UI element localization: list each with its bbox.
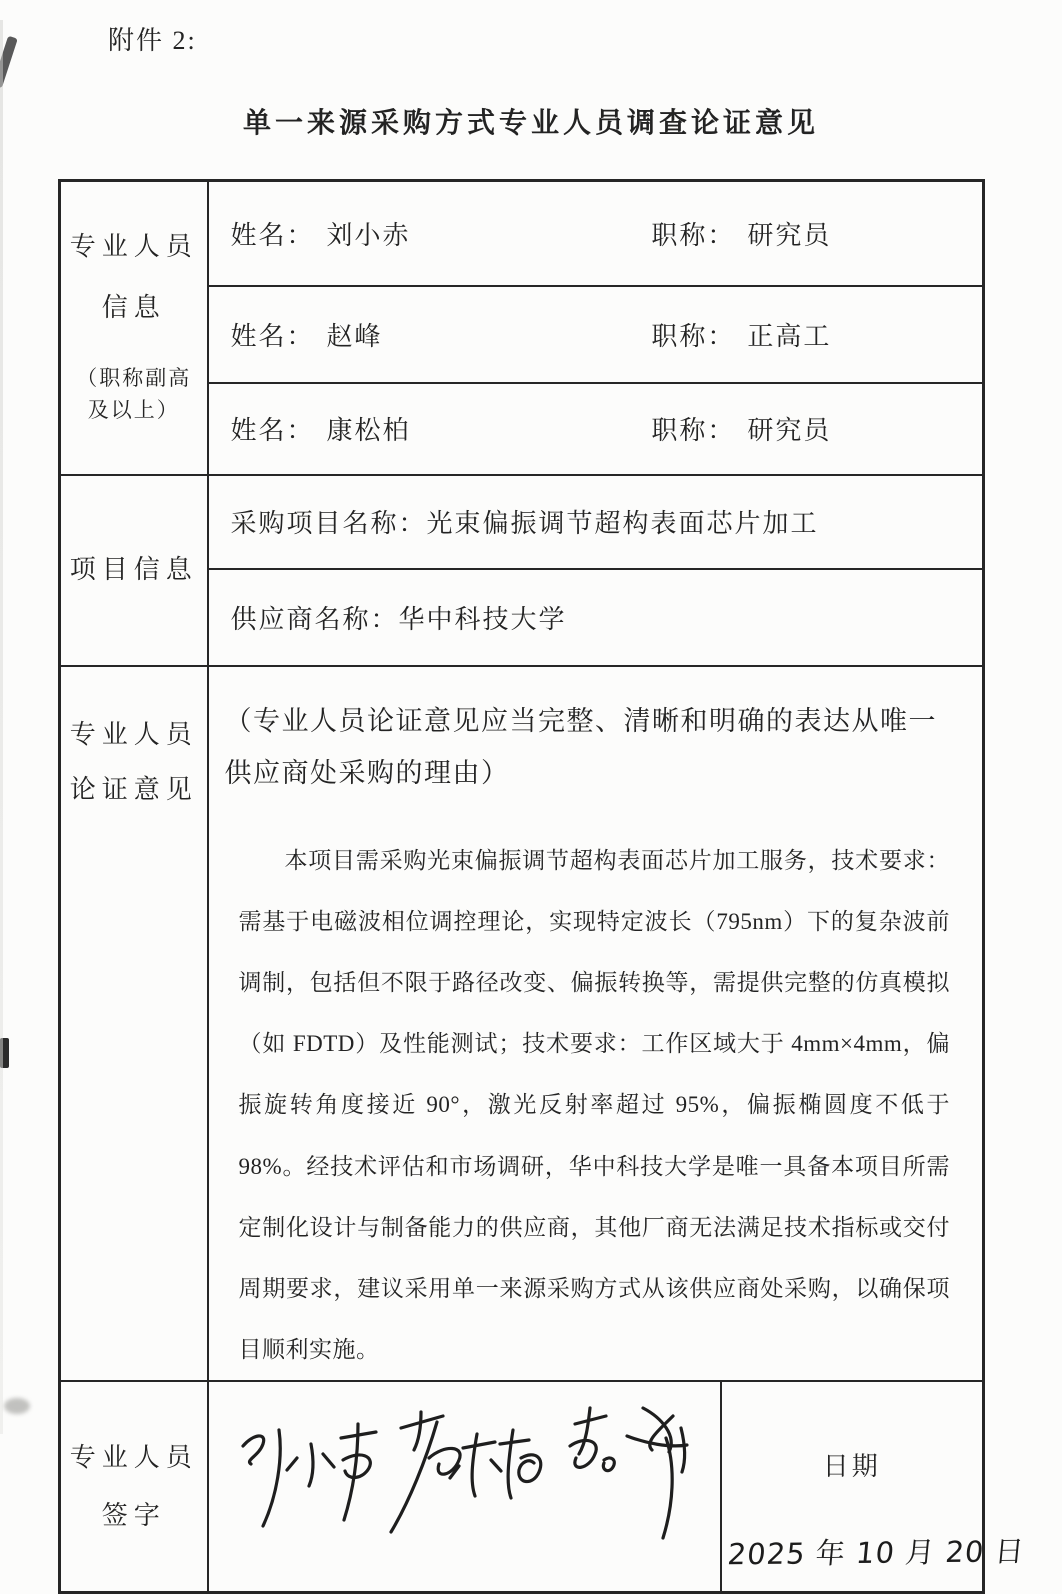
signature-liu-xiaochi-icon xyxy=(243,1424,376,1526)
table-row xyxy=(60,475,984,569)
personnel-header-line2: 信息 xyxy=(101,293,166,323)
opinion-header-line2: 论证意见 xyxy=(69,774,198,804)
signature-header-line1: 专业人员 xyxy=(69,1443,198,1473)
project-name-cell xyxy=(208,475,984,569)
date-cell xyxy=(721,1381,1026,1592)
document-title: 单一来源采购方式专业人员调查论证意见 xyxy=(242,108,819,139)
name-value: 赵峰 xyxy=(326,321,383,351)
signature-header-cell xyxy=(60,1381,208,1592)
handwritten-signatures xyxy=(223,1400,723,1570)
handwritten-date: 2025 年 10 月 20 日 xyxy=(725,1533,1026,1571)
opinion-instruction: （专业人员论证意见应当完整、清晰和明确的表达从唯一供应商处采购的理由） xyxy=(224,705,937,789)
title-value: 研究员 xyxy=(747,220,832,250)
opinion-content-cell xyxy=(208,666,984,1382)
title-value: 研究员 xyxy=(747,416,832,445)
supplier-label: 供应商名称： xyxy=(230,604,399,634)
name-value: 刘小赤 xyxy=(326,220,411,250)
personnel-header-note: （职称副高及以上） xyxy=(76,366,192,422)
title-label: 职称： xyxy=(651,220,736,250)
scan-artifact-bottom-left xyxy=(4,1398,30,1414)
personnel-row-3-cell xyxy=(208,383,984,475)
opinion-body-text: 本项目需采购光束偏振调节超构表面芯片加工服务，技术要求：需基于电磁波相位调控理论，实现特定波长（795nm）下的复杂波前调制，包括但不限于路径改变、偏振转换等，需提供完整的仿真模拟（如 FDTD）及性能测试；技术要求：工作区域大于 4mm×4mm，偏振旋转角度接近 90°，激光反射率超过 95%，偏振椭圆度不低于 98%。经技术评估和市场调研，华中科技大学是唯一具备本项目所需定制化设计与制备能力的供应商，其他厂商无法满足技术指标或交付周期要求，建议采用单一来源采购方式从该供应商处采购，以确保项目顺利实施。 xyxy=(238,847,950,1363)
attachment-label: 附件 2: xyxy=(108,26,197,55)
opinion-header-cell xyxy=(60,666,208,1382)
title-label: 职称： xyxy=(651,321,736,351)
supplier-name-cell xyxy=(208,569,984,666)
argumentation-form-table xyxy=(58,179,1026,1594)
project-header: 项目信息 xyxy=(69,555,198,585)
scan-edge-shadow xyxy=(0,20,3,1434)
project-info-header-cell xyxy=(60,475,208,666)
title-value: 正高工 xyxy=(747,321,832,351)
name-label: 姓名： xyxy=(230,220,315,250)
project-name-value: 光束偏振调节超构表面芯片加工 xyxy=(426,509,819,538)
personnel-header-line1: 专业人员 xyxy=(69,232,198,262)
signature-zhao-feng-icon xyxy=(570,1408,687,1538)
table-row xyxy=(60,666,984,1382)
opinion-header-line1: 专业人员 xyxy=(69,719,198,749)
name-label: 姓名： xyxy=(230,416,315,445)
table-row xyxy=(60,181,984,286)
personnel-row-2-cell xyxy=(208,286,984,383)
scanned-document-page xyxy=(0,20,1062,1571)
name-label: 姓名： xyxy=(230,321,315,351)
title-label: 职称： xyxy=(651,416,736,445)
table-row xyxy=(60,1381,984,1592)
date-label: 日期 xyxy=(822,1451,881,1481)
personnel-row-1-cell xyxy=(208,181,984,286)
signatures-cell xyxy=(208,1381,721,1592)
signature-header-line2: 签字 xyxy=(101,1500,166,1530)
supplier-value: 华中科技大学 xyxy=(398,604,567,634)
name-value: 康松柏 xyxy=(326,416,411,445)
personnel-info-header-cell xyxy=(60,181,208,475)
project-name-label: 采购项目名称： xyxy=(230,509,427,538)
signature-kang-songbai-icon xyxy=(391,1412,541,1532)
